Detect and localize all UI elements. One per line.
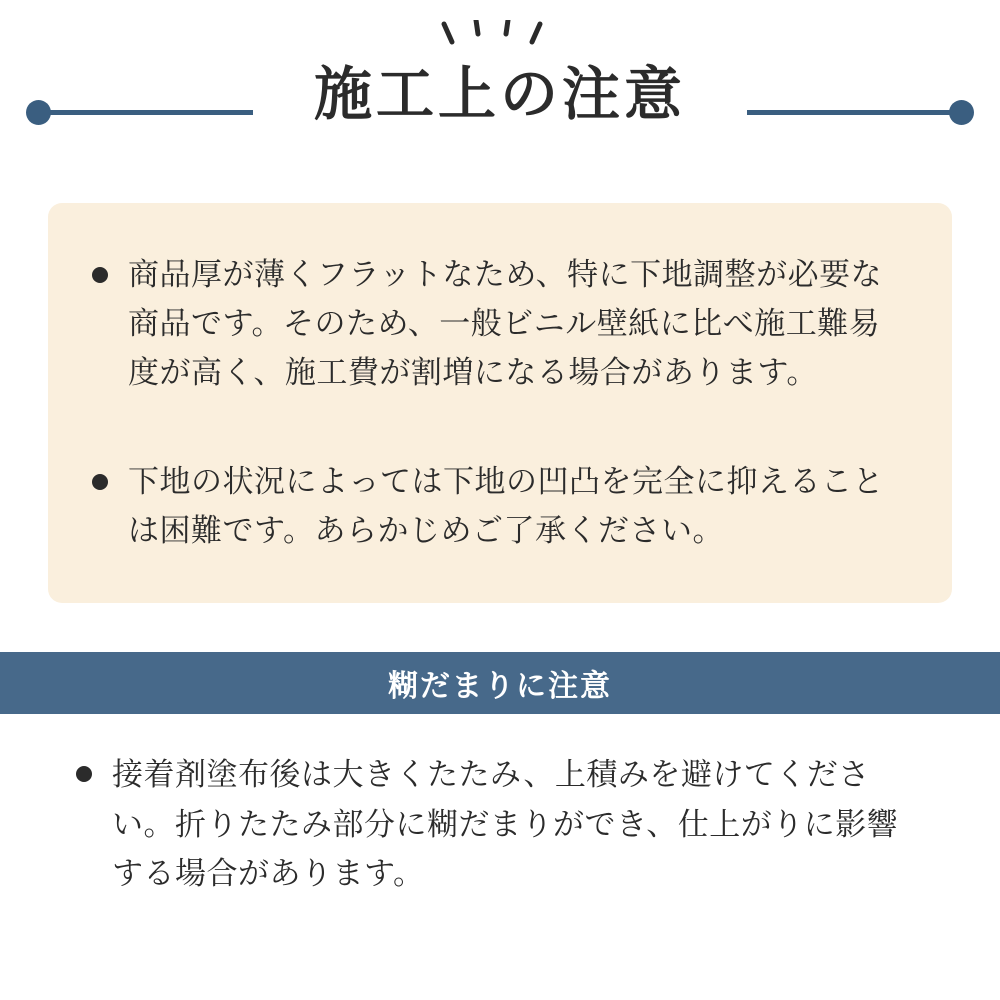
- list-item: [92, 458, 908, 556]
- page-header: [0, 0, 1000, 180]
- lower-section: [48, 750, 952, 899]
- list-item: [92, 251, 908, 398]
- header-dot-right-icon: [949, 100, 974, 125]
- notice-box: [48, 203, 952, 603]
- page-title: 施工上の注意: [313, 62, 686, 127]
- section-band-title: 糊だまりに注意: [388, 670, 612, 703]
- notice-text: 下地の状況によっては下地の凹凸を完全に抑えることは困難です。あらかじめご了承ください。: [128, 463, 884, 548]
- section-band: [0, 652, 1000, 714]
- notice-text: 商品厚が薄くフラットなため、特に下地調整が必要な商品です。そのため、一般ビニル壁紙に比べ施工難易度が高く、施工費が割増になる場合があります。: [128, 257, 883, 390]
- list-item: [76, 750, 924, 899]
- bullet-dot-icon: [92, 474, 108, 490]
- sparkle-decoration-icon: [0, 20, 1000, 66]
- header-rule-right: [747, 110, 962, 115]
- notice-text: 接着剤塗布後は大きくたたみ、上積みを避けてください。折りたたみ部分に糊だまりができ、仕上がりに影響する場合があります。: [112, 757, 899, 892]
- bullet-dot-icon: [76, 766, 92, 782]
- bullet-dot-icon: [92, 267, 108, 283]
